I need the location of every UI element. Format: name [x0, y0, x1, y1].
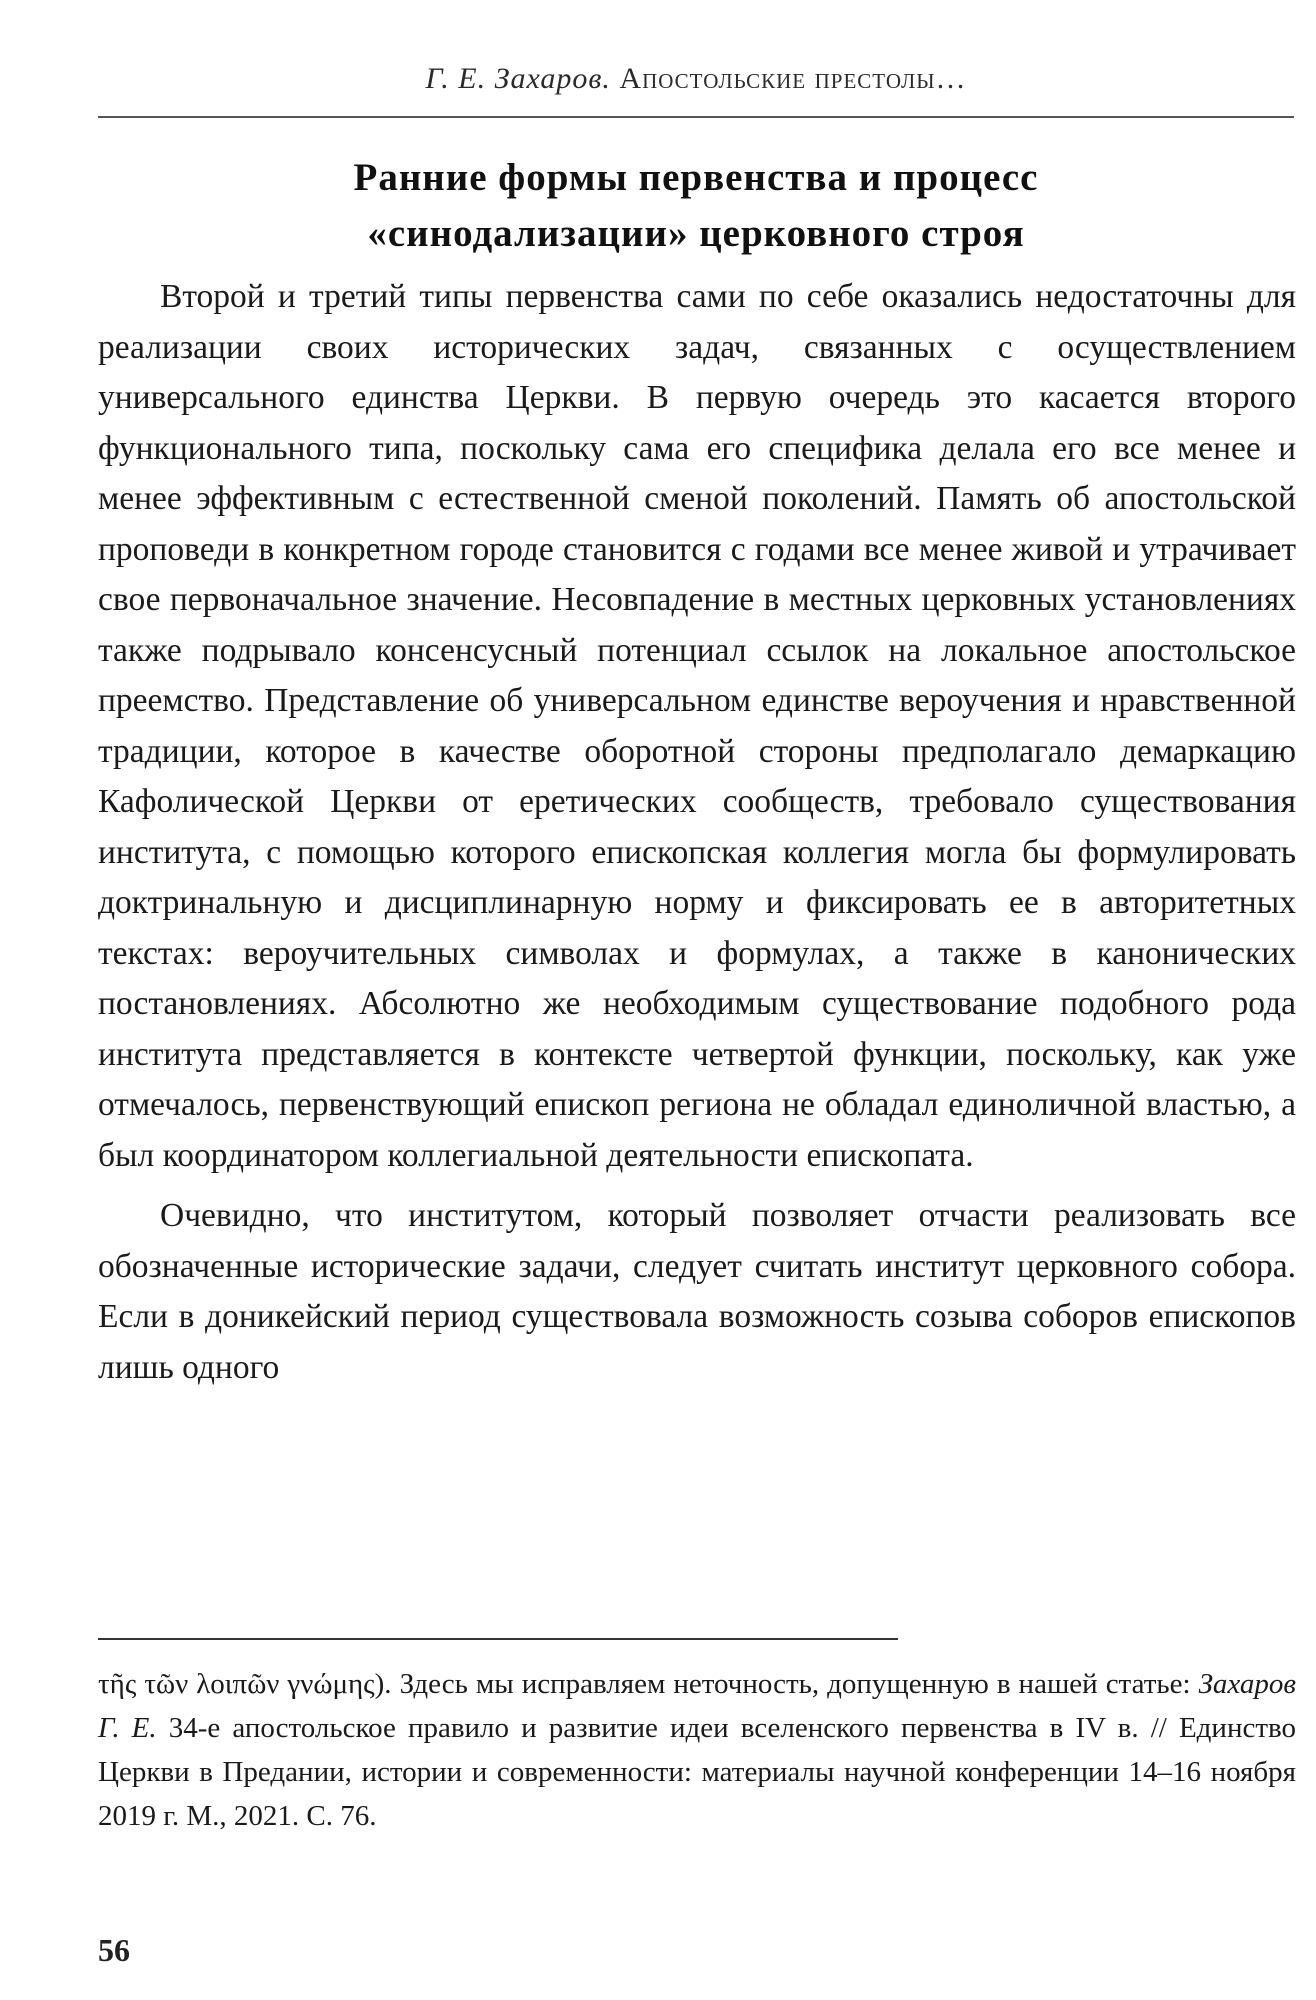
footnote [98, 1662, 1296, 1838]
running-head-author: Г. Е. Захаров. [425, 62, 611, 95]
footnote-text-start: τῆς τῶν λοιπῶν γνώμης). Здесь мы исправляем неточность, допущенную в нашей статье: [98, 1668, 1199, 1700]
paragraph-2: Очевидно, что институтом, который позволяет отчасти реализовать все обозначенные исторические задачи, следует считать институт церковного собора. Если в доникейский период существовала возможность созыва соборов епископов лишь одного [98, 1197, 1296, 1386]
section-title [96, 150, 1296, 262]
footnote-rule [98, 1638, 898, 1640]
running-head-title: Апостольские престолы… [619, 62, 967, 95]
footnote-text-end: 34-е апостольское правило и развитие идеи вселенского первенства в IV в. // Единство Церкви в Предании, истории и современности: материалы научной конференции 14–16 ноября 2019 г. М., 2021. С. 76. [98, 1712, 1297, 1832]
running-head [96, 62, 1296, 96]
section-title-line-1: Ранние формы первенства и процесс [353, 156, 1039, 199]
section-title-line-2: «синодализации» церковного строя [367, 212, 1025, 255]
paragraph-1: Второй и третий типы первенства сами по себе оказались недостаточны для реализации своих исторических задач, связанных с осуществлением универсального единства Церкви. В первую очередь это касается второго функционального типа, поскольку сама его специфика делала его все менее и менее эффективным с естественной сменой поколений. Память об апостольской проповеди в конкретном городе становится с годами все менее живой и утрачивает свое первоначальное значение. Несовпадение в местных церковных установлениях также подрывало консенсусный потенциал ссылок на локальное апостольское преемство. Представление об универсальном единстве вероучения и нравственной традиции, которое в качестве оборотной стороны предполагало демаркацию Кафолической Церкви от еретических сообществ, требовало существования института, с помощью которого епископская коллегия могла бы формулировать доктринальную и дисциплинарную норму и фиксировать ее в авторитетных текстах: вероучительных символах и формулах, а также в канонических постановлениях. Абсолютно же необходимым существование подобного рода института представляется в контексте четвертой функции, поскольку, как уже отмечалось, первенствующий епископ региона не обладал единоличной властью, а был координатором коллегиальной деятельности епископата. [98, 278, 1296, 1174]
running-head-rule [98, 116, 1294, 118]
body-text [98, 272, 1296, 1403]
footnote-cited-author: Захаров Г. Е. [98, 1668, 1296, 1744]
page-number: 56 [98, 1932, 130, 1968]
